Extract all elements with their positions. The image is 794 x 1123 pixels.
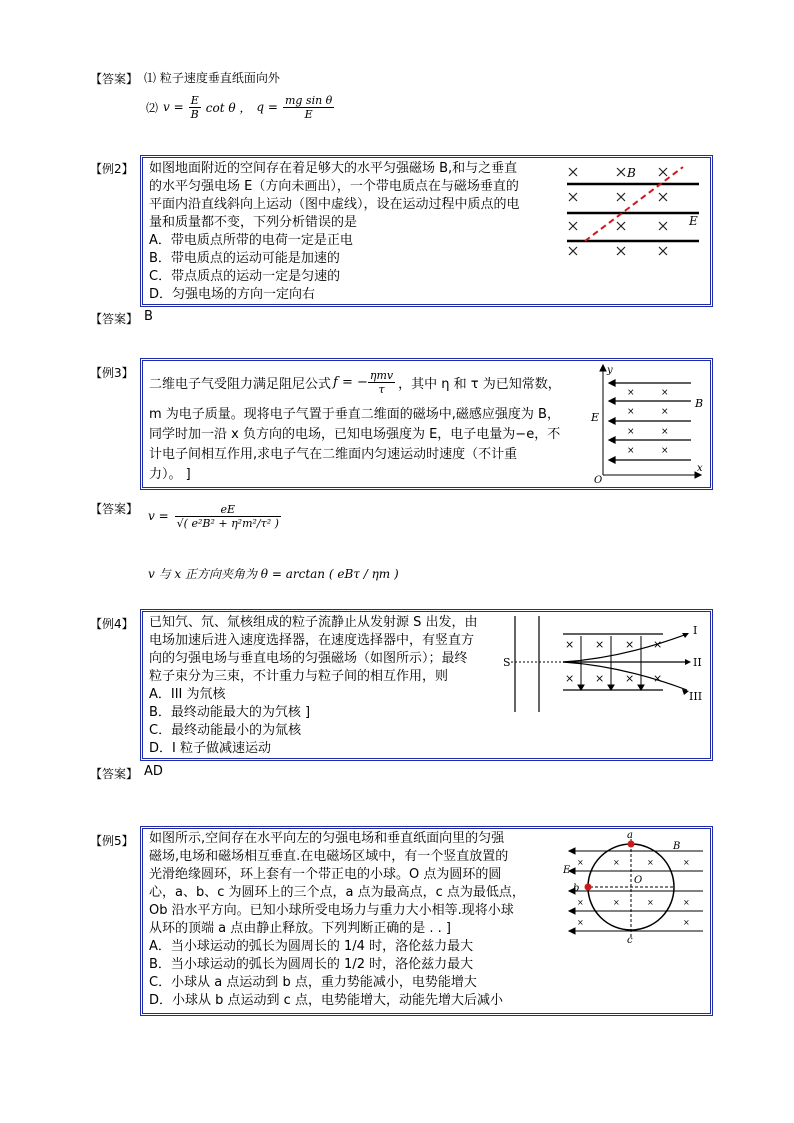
example-2-line: 量和质量都不变，下列分析错误的是: [149, 215, 358, 230]
svg-text:×: ×: [627, 388, 635, 398]
example-3-figure-B: B: [695, 397, 704, 410]
example-4-figure: [503, 614, 709, 718]
svg-text:×: ×: [653, 672, 663, 685]
example-3-answer-label: 【答案】: [90, 502, 139, 516]
example-4-figure-I: I: [693, 624, 698, 637]
formula-v-fraction: [189, 94, 201, 121]
svg-text:×: ×: [683, 898, 690, 907]
example-4-line: 已知氕、氘、氚核组成的粒子流静止从发射源 S 出发，由: [149, 615, 478, 630]
example-2-line: 的水平匀强电场 E（方向未画出），一个带电质点在与磁场垂直的: [149, 179, 519, 194]
example-3-label: 【例3】: [90, 366, 134, 380]
example-2-option-d: D．匀强电场的方向一定向右: [149, 287, 316, 302]
svg-text:×: ×: [565, 638, 575, 651]
svg-text:×: ×: [647, 898, 654, 907]
example-5-figure-b: b: [573, 883, 580, 894]
example-4-option-c: C．最终动能最小的为氚核: [149, 723, 302, 738]
example-4-figure-III: III: [689, 690, 703, 703]
example-5-figure-E: E: [563, 865, 571, 876]
example-5-line: 光滑绝缘圆环，环上套有一个带正电的小球。O 点为圆环的圆: [149, 867, 502, 882]
example-5-option-b: B．当小球运动的弧长为圆周长的 1/2 时，洛伦兹力最大: [149, 957, 474, 972]
example-4-figure-S: S: [503, 656, 511, 669]
example-3-line1: [149, 365, 561, 399]
example-2-figure: [561, 163, 706, 263]
svg-text:×: ×: [613, 898, 620, 907]
example-5-figure-a: a: [627, 830, 633, 841]
example-3-line1-b: ，其中 η 和 τ 为已知常数，: [398, 376, 561, 392]
example-5-option-c: C．小球从 a 点运动到 b 点，重力势能减小，电势能增大: [149, 975, 477, 990]
formula-q-num: mg sin θ: [284, 93, 333, 107]
example-2-option-c: C．带点质点的运动一定是匀速的: [149, 269, 341, 284]
formula-v-lhs: v =: [163, 100, 184, 114]
example-3-figure-y: y: [607, 365, 613, 376]
example-3-figure-x: x: [697, 463, 703, 474]
example-3-line: 力）。 ]: [149, 467, 191, 482]
example-4-line: 向的匀强电场与垂直电场的匀强磁场（如图所示）；最终: [149, 651, 468, 666]
svg-text:×: ×: [613, 858, 620, 867]
svg-text:×: ×: [627, 427, 635, 437]
formula-v-num: E: [189, 94, 201, 108]
example-3-question: [149, 405, 560, 485]
formula-q-fraction: [283, 94, 334, 121]
example-4-line: 粒子束分为三束，不计重力与粒子间的相互作用，则: [149, 669, 449, 684]
svg-text:×: ×: [577, 858, 584, 867]
example-4-option-d: D．I 粒子做减速运动: [149, 741, 271, 756]
answer-v-den: √( e²B² + η²m²/τ² ): [176, 516, 279, 530]
svg-text:×: ×: [627, 407, 635, 417]
svg-text:×: ×: [595, 672, 605, 685]
svg-text:×: ×: [683, 918, 690, 927]
example-2-figure-B: B: [627, 166, 636, 180]
example-3-answer-angle: v 与 x 正方向夹角为 θ = arctan ( eBτ / ηm ): [148, 567, 399, 581]
example-5-line: Ob 沿水平方向。已知小球所受电场力与重力大小相等.现将小球: [149, 903, 514, 918]
answer-top-line1: ⑴ 粒子速度垂直纸面向外: [144, 71, 280, 85]
example-4-box: [140, 609, 713, 761]
example-5-line: 磁场,电场和磁场相互垂直.在电磁场区域中，有一个竖直放置的: [149, 849, 509, 864]
example-3-figure-E: E: [591, 411, 600, 424]
example-5-question: [149, 830, 525, 1010]
example-5-figure-c: c: [627, 935, 633, 945]
example-3-line1-a: 二维电子气受阻力满足阻尼公式: [149, 376, 332, 392]
svg-text:×: ×: [625, 672, 635, 685]
formula-f-lhs: f = −: [333, 374, 368, 390]
answer-top-index: ⑵: [146, 100, 159, 115]
answer-top-formula: [146, 92, 334, 122]
formula-q-lhs: q =: [256, 100, 278, 114]
example-5-label: 【例5】: [90, 834, 134, 848]
svg-text:×: ×: [661, 427, 669, 437]
formula-f-fraction: [368, 369, 395, 396]
example-5-box: [140, 826, 713, 1016]
example-3-figure-O: O: [594, 475, 603, 483]
svg-text:×: ×: [661, 446, 669, 456]
example-5-figure-B: B: [673, 841, 681, 852]
example-2-box: [140, 155, 713, 307]
answer-label-top: 【答案】: [90, 72, 139, 86]
example-4-answer: AD: [144, 764, 163, 779]
example-2-option-b: B．带电质点的运动可能是加速的: [149, 251, 340, 266]
example-5-line: 从环的顶端 a 点由静止释放。下列判断正确的是 . . ]: [149, 921, 451, 936]
example-2-figure-E: E: [689, 214, 698, 228]
svg-text:×: ×: [683, 858, 690, 867]
svg-text:×: ×: [595, 638, 605, 651]
answer-v-num: eE: [175, 503, 281, 517]
example-4-option-a: A．III 为氘核: [149, 687, 226, 702]
example-3-line: m 为电子质量。现将电子气置于垂直二维面的磁场中,磁感应强度为 B，: [149, 407, 560, 422]
svg-text:×: ×: [565, 672, 575, 685]
example-4-option-b: B．最终动能最大的为氕核 ]: [149, 705, 311, 720]
svg-text:×: ×: [577, 898, 584, 907]
svg-text:×: ×: [661, 388, 669, 398]
svg-text:×: ×: [625, 638, 635, 651]
svg-text:×: ×: [653, 638, 663, 651]
formula-v-suffix: cot θ ，: [205, 100, 252, 115]
formula-v-den: B: [190, 107, 199, 121]
example-2-label: 【例2】: [90, 162, 134, 176]
formula-q-den: E: [304, 107, 313, 121]
example-2-line: 如图地面附近的空间存在着足够大的水平匀强磁场 B,和与之垂直: [149, 161, 518, 176]
formula-f-den: τ: [378, 382, 385, 396]
svg-text:×: ×: [627, 446, 635, 456]
example-4-label: 【例4】: [90, 617, 134, 631]
example-5-option-d: D．小球从 b 点运动到 c 点，电势能增大，动能先增大后减小: [149, 993, 503, 1008]
example-4-figure-II: II: [693, 656, 702, 669]
example-3-answer-formula: [148, 492, 281, 540]
example-5-figure: [563, 829, 708, 945]
answer-v-lhs: v =: [148, 509, 169, 523]
example-3-box: [140, 358, 713, 490]
example-2-answer: B: [144, 309, 153, 324]
example-2-question: [149, 160, 520, 304]
example-4-answer-label: 【答案】: [90, 767, 139, 781]
example-4-question: [149, 614, 478, 758]
example-5-figure-O: O: [634, 875, 643, 886]
example-5-line: 如图所示,空间存在水平向左的匀强电场和垂直纸面向里的匀强: [149, 831, 505, 846]
example-5-option-a: A．当小球运动的弧长为圆周长的 1/4 时，洛伦兹力最大: [149, 939, 474, 954]
formula-f-num: ηmv: [369, 368, 394, 382]
example-3-line: 同学时加一沿 x 负方向的电场，已知电场强度为 E，电子电量为−e，不: [149, 427, 561, 442]
svg-text:×: ×: [647, 858, 654, 867]
example-3-figure: [589, 363, 707, 483]
example-2-option-a: A．带电质点所带的电荷一定是正电: [149, 233, 353, 248]
example-3-line: 计电子间相互作用,求电子气在二维面内匀速运动时速度（不计重: [149, 447, 518, 462]
example-2-answer-label: 【答案】: [90, 312, 139, 326]
svg-text:×: ×: [661, 407, 669, 417]
example-4-line: 电场加速后进入速度选择器，在速度选择器中，有竖直方: [149, 633, 475, 648]
example-2-line: 平面内沿直线斜向上运动（图中虚线），设在运动过程中质点的电: [149, 197, 520, 212]
svg-text:×: ×: [577, 918, 584, 927]
example-5-line: 心，a、b、c 为圆环上的三个点，a 点为最高点，c 点为最低点，: [149, 885, 525, 900]
answer-v-fraction: [175, 503, 281, 530]
